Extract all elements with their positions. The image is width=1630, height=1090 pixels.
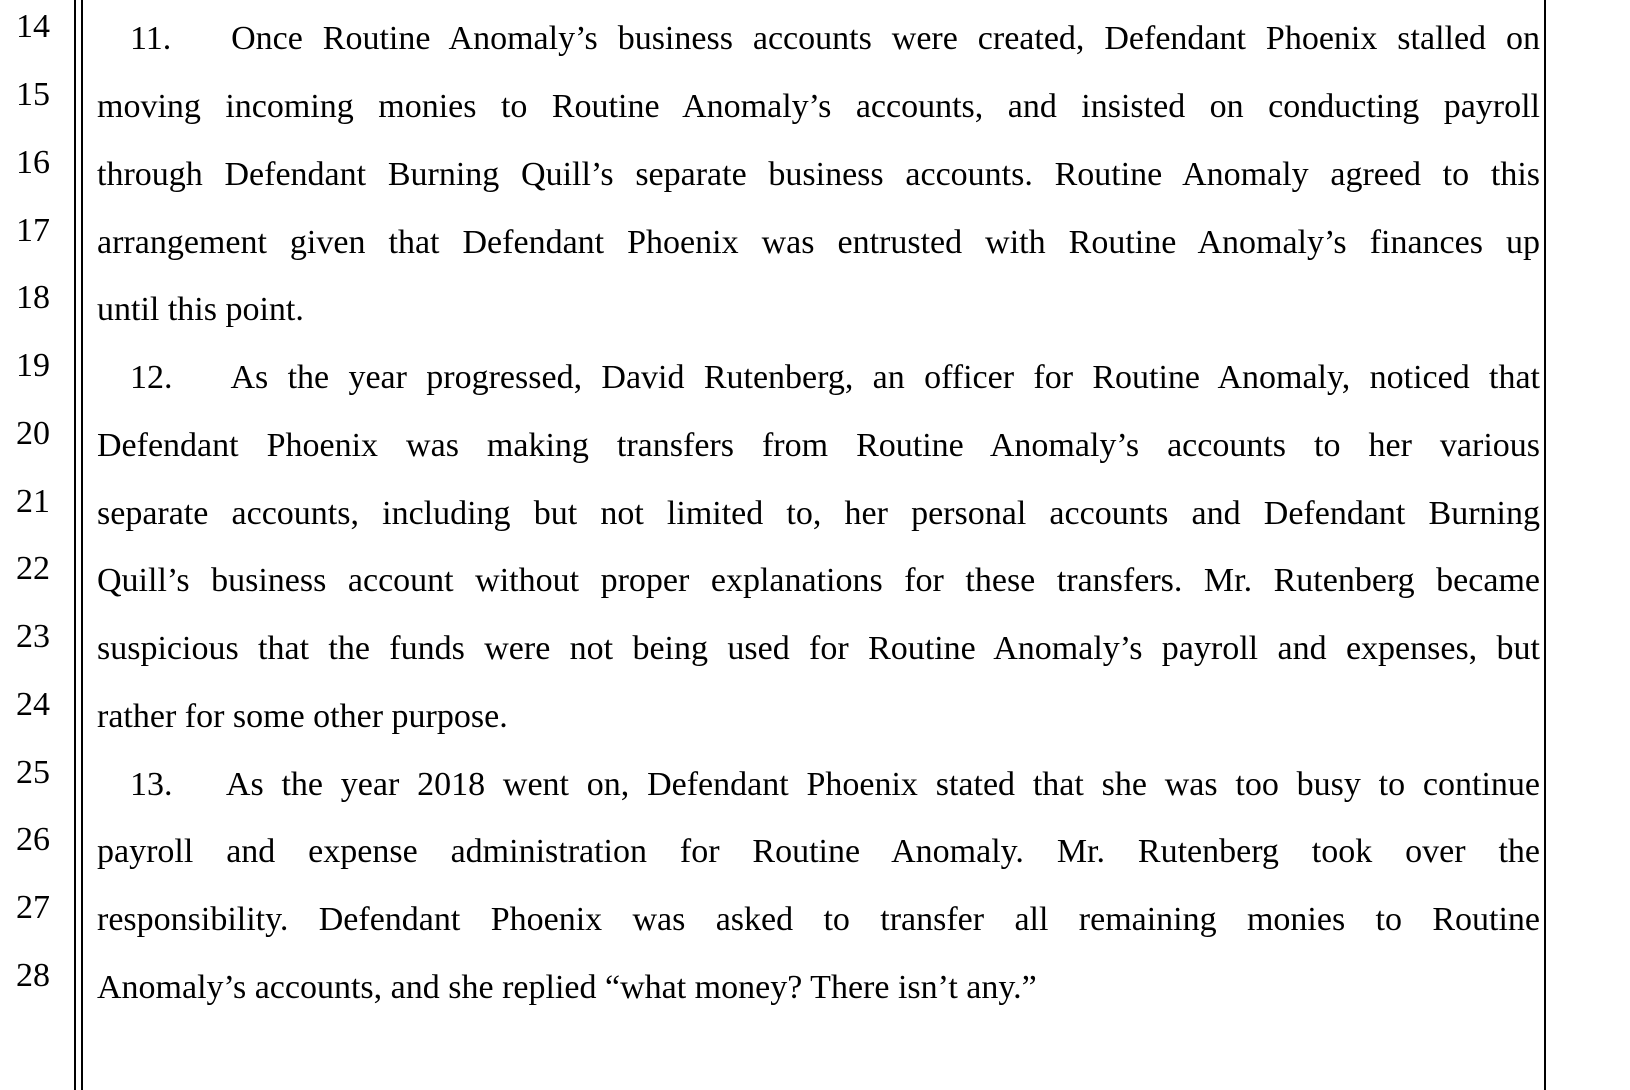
paragraph-12-line-1 xyxy=(130,358,1540,398)
paragraph-text: As the year 2018 went on, Defendant Phoenix stated that she was too busy to continue xyxy=(225,766,1540,803)
paragraph-text: Once Routine Anomaly’s business accounts were created, Defendant Phoenix stalled on xyxy=(231,20,1541,57)
paragraph-line: payroll and expense administration for Routine Anomaly. Mr. Rutenberg took over the xyxy=(97,833,1540,870)
paragraph-line: Anomaly’s accounts, and she replied “what money? There isn’t any.” xyxy=(97,969,1037,1006)
right-margin-rule xyxy=(1544,0,1546,1090)
left-margin-rule-inner xyxy=(81,0,83,1090)
paragraph-line: Quill’s business account without proper explanations for these transfers. Mr. Rutenberg became xyxy=(97,562,1540,599)
line-number: 26 xyxy=(16,821,50,858)
left-margin-rule-outer xyxy=(74,0,76,1090)
line-number: 25 xyxy=(16,754,50,791)
line-number: 15 xyxy=(16,76,50,113)
line-number: 28 xyxy=(16,957,50,994)
line-number: 16 xyxy=(16,144,50,181)
paragraph-line: moving incoming monies to Routine Anomaly’s accounts, and insisted on conducting payroll xyxy=(97,88,1540,125)
paragraph-line: suspicious that the funds were not being used for Routine Anomaly’s payroll and expenses, but xyxy=(97,630,1540,667)
paragraph-text: As the year progressed, David Rutenberg, an officer for Routine Anomaly, noticed that xyxy=(230,359,1541,396)
paragraph-line: responsibility. Defendant Phoenix was asked to transfer all remaining monies to Routine xyxy=(97,901,1540,938)
line-number: 14 xyxy=(16,8,50,45)
paragraph-number: 13. xyxy=(130,766,173,803)
line-number: 22 xyxy=(16,550,50,587)
paragraph-line: arrangement given that Defendant Phoenix was entrusted with Routine Anomaly’s finances up xyxy=(97,224,1540,261)
paragraph-11-line-1 xyxy=(130,19,1540,59)
line-number-column xyxy=(0,0,60,1090)
paragraph-line: Defendant Phoenix was making transfers from Routine Anomaly’s accounts to her various xyxy=(97,427,1540,464)
line-number: 27 xyxy=(16,889,50,926)
line-number: 17 xyxy=(16,212,50,249)
pleading-body xyxy=(97,0,1540,1090)
line-number: 21 xyxy=(16,483,50,520)
line-number: 19 xyxy=(16,347,50,384)
paragraph-line: separate accounts, including but not limited to, her personal accounts and Defendant Burning xyxy=(97,495,1540,532)
paragraph-number: 12. xyxy=(130,359,173,396)
paragraph-line: rather for some other purpose. xyxy=(97,698,508,735)
line-number: 23 xyxy=(16,618,50,655)
line-number: 18 xyxy=(16,279,50,316)
paragraph-13-line-1 xyxy=(130,765,1540,805)
line-number: 20 xyxy=(16,415,50,452)
line-number: 24 xyxy=(16,686,50,723)
paragraph-line: through Defendant Burning Quill’s separate business accounts. Routine Anomaly agreed to this xyxy=(97,156,1540,193)
paragraph-number: 11. xyxy=(130,20,172,57)
paragraph-line: until this point. xyxy=(97,291,304,328)
